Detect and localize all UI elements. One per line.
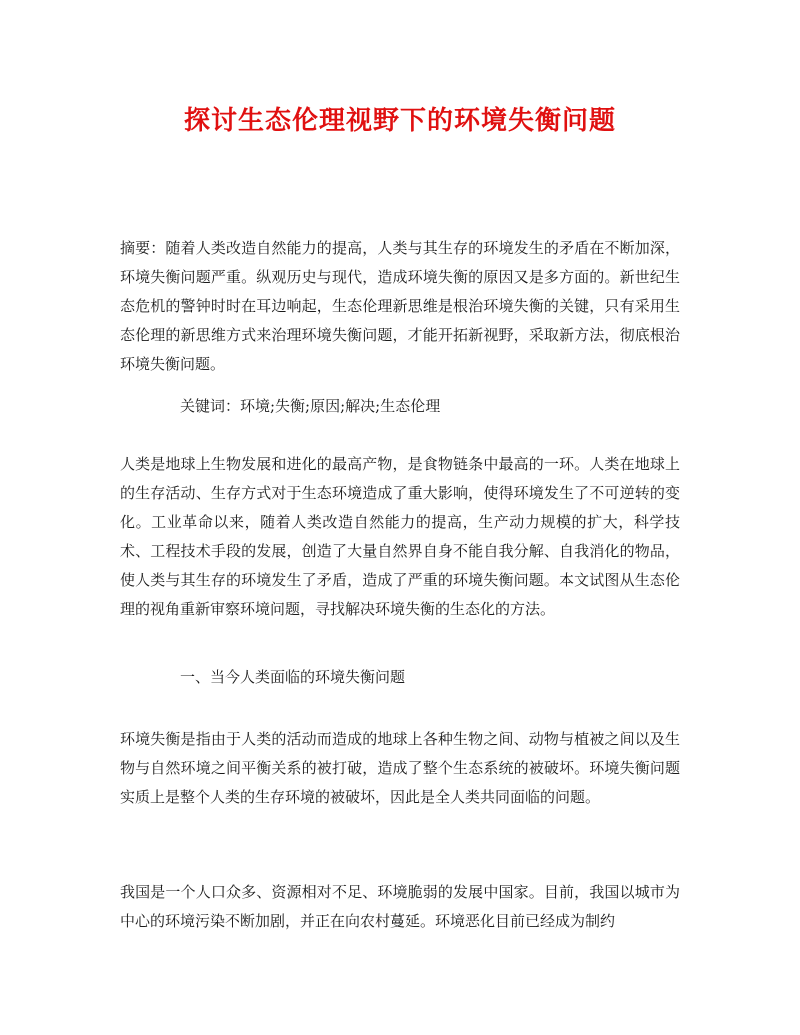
- section-paragraph-2: 我国是一个人口众多、资源相对不足、环境脆弱的发展中国家。目前，我国以城市为中心的环境污染不断加剧，并正在向农村蔓延。环境恶化目前已经成为制约: [120, 883, 680, 930]
- section-heading: 一、当今人类面临的环境失衡问题: [180, 668, 406, 686]
- document-title: 探讨生态伦理视野下的环境失衡问题: [183, 106, 616, 136]
- abstract-paragraph: 摘要：随着人类改造自然能力的提高，人类与其生存的环境发生的矛盾在不断加深，环境失衡问题严重。纵观历史与现代，造成环境失衡的原因又是多方面的。新世纪生态危机的警钟时时在耳边响起，生态伦理新思维是根治环境失衡的关键，只有采用生态伦理的新思维方式来治理环境失衡问题，才能开拓新视野，采取新方法，彻底根治环境失衡问题。: [120, 239, 680, 373]
- intro-paragraph: 人类是地球上生物发展和进化的最高产物，是食物链条中最高的一环。人类在地球上的生存活动、生存方式对于生态环境造成了重大影响，使得环境发生了不可逆转的变化。工业革命以来，随着人类改造自然能力的提高，生产动力规模的扩大，科学技术、工程技术手段的发展，创造了大量自然界自身不能自我分解、自我消化的物品，使人类与其生存的环境发生了矛盾，造成了严重的环境失衡问题。本文试图从生态伦理的视角重新审察环境问题，寻找解决环境失衡的生态化的方法。: [120, 455, 680, 618]
- section-paragraph-1: 环境失衡是指由于人类的活动而造成的地球上各种生物之间、动物与植被之间以及生物与自然环境之间平衡关系的被打破，造成了整个生态系统的被破坏。环境失衡问题实质上是整个人类的生存环境的被破坏，因此是全人类共同面临的问题。: [120, 730, 680, 806]
- keywords-line: 关键词：环境;失衡;原因;解决;生态伦理: [180, 397, 441, 415]
